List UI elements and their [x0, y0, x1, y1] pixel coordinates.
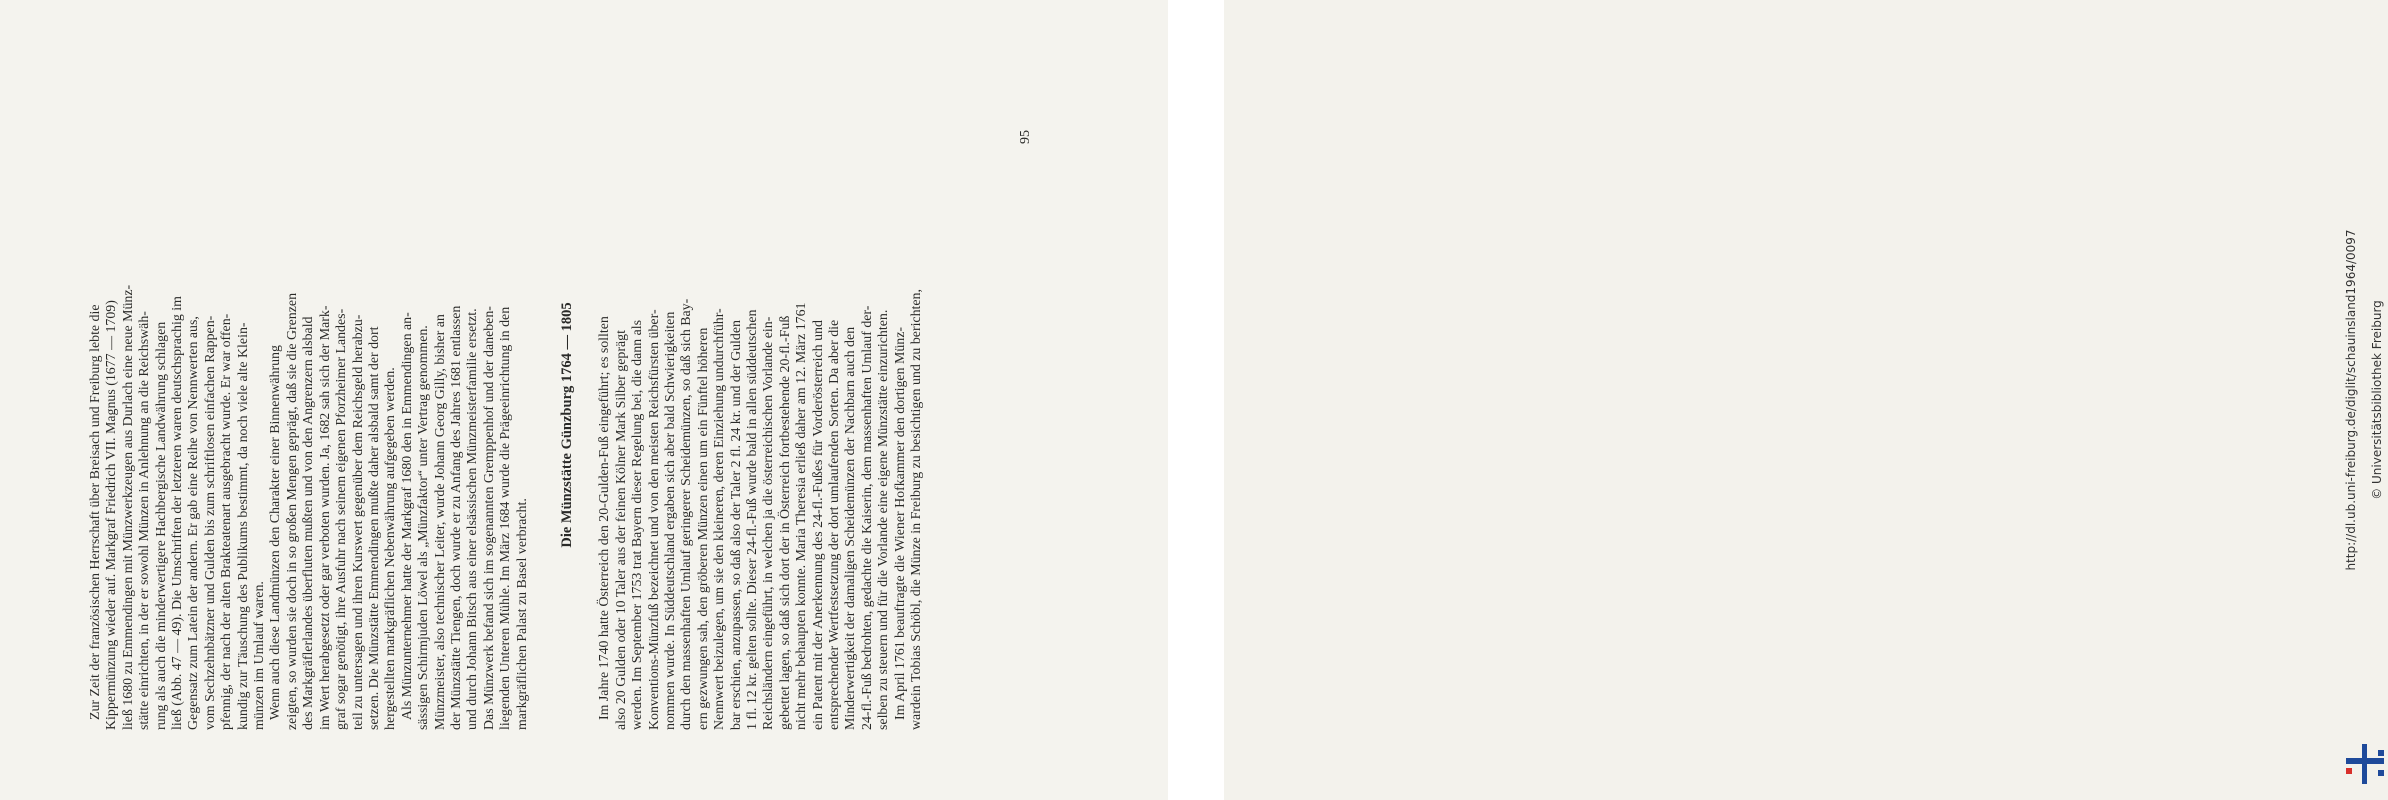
paragraph-4: Im Jahre 1740 hatte Österreich den 20-Gulden-Fuß eingeführt; es sollten also 20 Gulden oder 10 Taler aus der feinen Kölner Mark Silber geprägt werden. Im September 1753 trat Bayern dieser Regelung bei, die dann als Konventions-Münzfuß bezeichnet und von den meisten Reichsfürsten über- nommen wurde. In Süddeutschland ergaben sich aber bald Schwierigkeiten durch den massenhaften Umlauf geringerer Scheidemünzen, so daß sich Bay- ern gezwungen sah, den gröberen Münzen einen um ein Fünftel höheren Nennwert beizulegen, um sie den kleineren, deren Einziehung undurchführ- bar erschien, anzupassen, so daß also der Taler 2 fl. 24 kr. und der Gulden 1 fl. 12 kr. gelten sollte. Dieser 24-fl.-Fuß wurde bald in allen süddeutschen Reichsländern eingeführt, in welchen ja die österreichischen Vorlande ein- gebettet lagen, so daß sich dort der in Österreich fortbestehende 20-fl.-Fuß nicht mehr behaupten konnte. Maria Theresia erließ daher am 12. März 1761 ein Patent mit der Anerkennung des 24-fl.-Fußes für Vorderösterreich und entsprechender Wertfestsetzung der dort umlaufenden Sorten. Da aber die Minderwertigkeit der damaligen Scheidemünzen der Nachbarn auch den 24-fl.-Fuß bedrohten, gedachte die Kaiserin, dem massenhaften Umlauf der- selben zu steuern und für die Vorlande eine eigene Münzstätte einzurichten.: [597, 298, 892, 730]
paragraph-2: Wenn auch diese Landmünzen den Charakter einer Binnenwährung zeigten, so wurden sie doch in so großen Mengen geprägt, daß sie die Grenzen des Markgräflerlandes überfluten mußten und von den Angrenzern alsbald im Wert herabgesetzt oder gar verboten wurden. Ja, 1682 sah sich der Mark- graf sogar genötigt, ihre Ausfuhr nach seinem eigenen Pforzheimer Landes- teil zu untersagen und ihren Kurswert gegenüber dem Reichsgeld herabzu- setzen. Die Münzstätte Emmendingen mußte daher alsbald samt der dort hergestellten markgräflichen Nebenwährung aufgegeben werden.: [268, 292, 399, 730]
viewer-sidebar: [1168, 0, 2384, 800]
paragraph-5: Im April 1761 beauftragte die Wiener Hofkammer den dortigen Münz- wardein Tobias Schöbl, die Münze in Freiburg zu besichtigen und zu berichten,: [892, 289, 925, 730]
paragraph-3: Als Münzunternehmer hatte der Markgraf 1680 den in Emmendingen an- sässigen Schirmjuden Löwel als „Münzfaktor“ unter Vertrag genommen. Münzmeister, also technischer Leiter, wurde Johann Georg Gilly, bisher an der Münzstätte Tiengen, doch wurde er zu Anfang des Jahres 1681 entlassen und durch Johann Bitsch aus einer elsässischen Münzmeisterfamilie ersetzt. Das Münzwerk befand sich im sogenannten Gremppenhof und der daneben- liegenden Unteren Mühle. Im März 1684 wurde die Prägeeinrichtung in den markgräflichen Palast zu Basel verbracht.: [399, 305, 530, 730]
copyright-notice: © Universitätsbibliothek Freiburg: [2370, 300, 2384, 500]
paragraph-1: Zur Zeit der französischen Herrschaft über Breisach und Freiburg lebte die Kippermünzung wieder auf. Markgraf Friedrich VII. Magnus (1677 — 1709) ließ 1680 zu Emmendingen mit Münzwerkzeugen aus Durlach eine neue Münz- stätte einrichten, in der er sowohl Münzen in Anlehnung an die Reichswäh- rung als auch die minderwertigere Hachbergische Landwährung schlagen ließ (Abb. 47 — 49). Die Umschriften der letzteren waren deutschsprachig im Gegensatz zum Latein der andern. Er gab eine Reihe von Nennwerten aus, vom Sechzehnbätzner und Gulden bis zum schriftlosen einfachen Rappen- pfennig, der nach der alten Brakteatenart ausgebracht wurde. Er war offen- kundig zur Täuschung des Publikums bestimmt, da noch viele alte Klein- münzen im Umlauf waren.: [88, 284, 268, 730]
ub-freiburg-logo-icon: [2342, 744, 2388, 784]
page-number: 95: [1018, 130, 1033, 144]
section-heading: Die Münzstätte Günzburg 1764 — 1805: [558, 302, 575, 548]
permalink-url[interactable]: http://dl.ub.uni-freiburg.de/diglit/schauinsland1964/0097: [2344, 229, 2358, 571]
page-text-block: [88, 120, 1010, 730]
scanned-page: [0, 0, 1168, 800]
